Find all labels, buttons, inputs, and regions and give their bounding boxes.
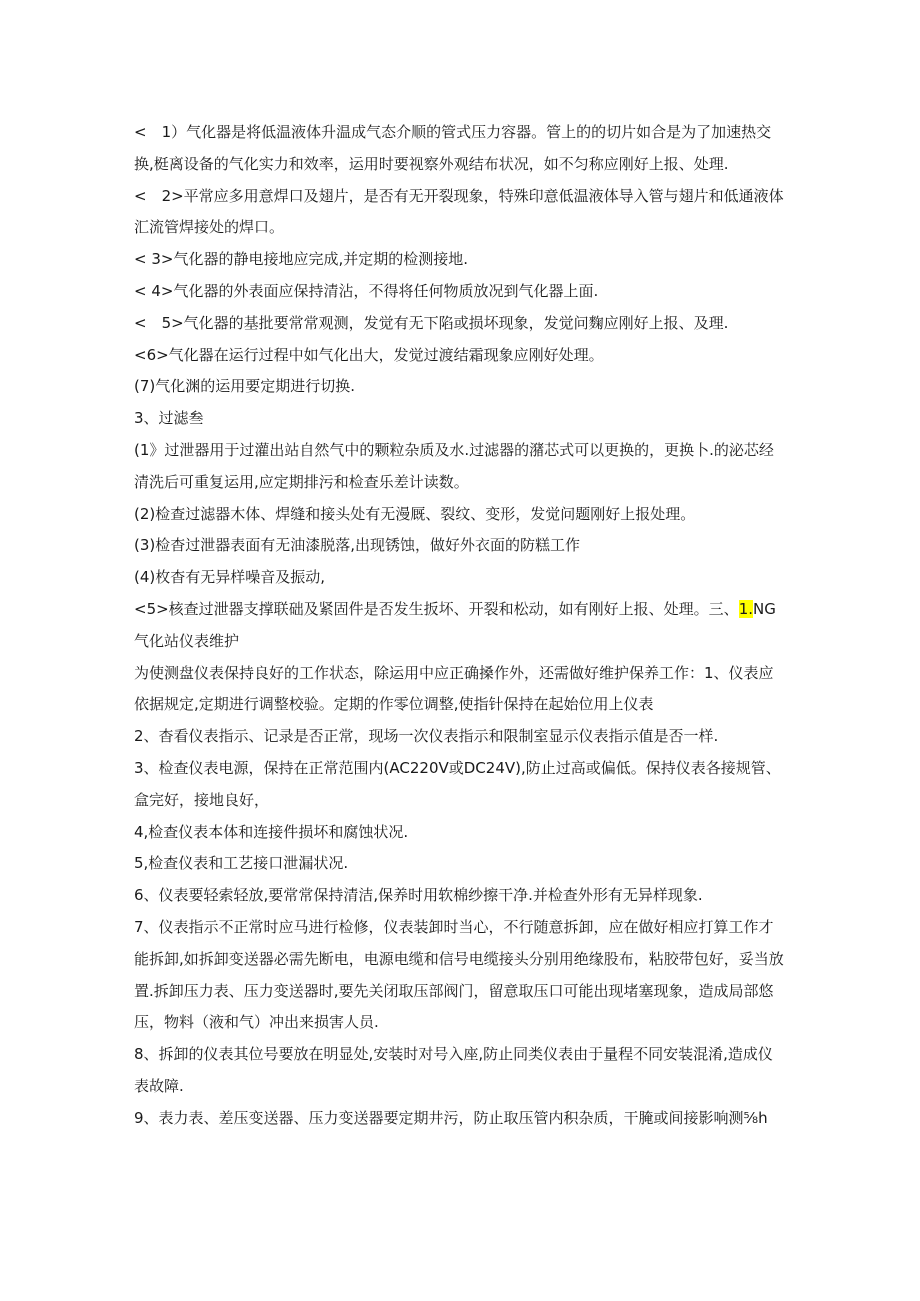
paragraph-filter-5-text: <5>核查过泄器支撑联础及紧固件是否发生扳坏、开裂和松动，如有刚好上报、处理。三、 xyxy=(134,599,739,618)
paragraph-vaporizer-1: < 1）气化器是将低温液体升温成气态介顺的管式压力容器。管上的的切片如合是为了加速热交换,梃离设备的气化实力和效率，运用时要视察外观结布状况，如不匀称应刚好上报、处理. xyxy=(134,123,772,173)
paragraph-instrument-2: 2、杳看仪表指示、记录是否正常，现场一次仪表指示和限制室显示仪表指示值是否一样. xyxy=(134,727,719,746)
paragraph-vaporizer-7: (7)气化渊的运用要定期进行切换. xyxy=(134,377,356,396)
paragraph-instrument-6: 6、仪表要轻索轻放,要常常保持清洁,保养时用软棉纱擦干净.并检查外形有无异样现象. xyxy=(134,886,703,905)
highlighted-section-number: 1. xyxy=(738,599,753,618)
paragraph-instrument-4: 4,检查仪表本体和连接件损坏和腐蚀状况. xyxy=(134,822,409,841)
paragraph-instrument-5: 5,检查仪表和工艺接口泄漏状况. xyxy=(134,854,349,873)
paragraph-filter-5 xyxy=(134,594,786,658)
paragraph-instrument-8: 8、拆卸的仪表其位号要放在明显处,安装时对号入座,防止同类仪表由于量程不同安装混淆,造成仪表故障. xyxy=(134,1045,773,1095)
paragraph-instrument-intro: 为使测盘仪表保持良好的工作状态，除运用中应正确搡作外，还需做好维护保养工作：1、仪表应依据规定,定期进行调整校验。定期的作零位调整,使指针保持在起始位用上仪表 xyxy=(134,663,774,714)
section-heading-filter: 3、过滤叁 xyxy=(134,409,204,428)
paragraph-instrument-7: 7、仪表指示不正常时应马进行检修，仪表装卸时当心，不行随意拆卸，应在做好相应打算工作才能拆卸,如拆卸变送器必需先断电，电源电缆和信号电缆接头分别用绝缘股布，粘胶带包好，妥当放置.拆卸压力表、压力变送器时,要先关闭取压部阀门，留意取压口可能出现堵塞现象，造成局部悠压，物料（液和气）冲出来损害人员. xyxy=(134,917,784,1032)
paragraph-instrument-9: 9、表力表、差压变送器、压力变送器要定期井污，防止取压管内积杂质，干腌或间接影响测⅝h xyxy=(134,1108,768,1127)
paragraph-vaporizer-2: < 2>平常应多用意焊口及翅片，是否有无开裂现象，特殊印意低温液体导入管与翅片和低通液体汇流管焊接处的焊口。 xyxy=(134,186,784,237)
paragraph-filter-3: (3)检杳过泄器表面有无油漆脱落,出现锈蚀，做好外衣面的防糕工作 xyxy=(134,536,581,555)
paragraph-filter-1: (1》过泄器用于过灌出站自然气中的颗粒杂质及水.过滤器的潴芯式可以更换的，更换卜.的泌芯经清洗后可重复运用,应定期排污和检查乐差计读数。 xyxy=(134,440,774,491)
paragraph-vaporizer-3: < 3>气化器的静电接地应完成,并定期的检测接地. xyxy=(134,250,468,269)
paragraph-instrument-3: 3、检查仪表电源，保持在正常范围内(AC220V或DC24V),防止过高或偏低。保持仪表各接规管、盒完好，接地良好， xyxy=(134,758,781,809)
paragraph-vaporizer-6: <6>气化器在运行过程中如气化出大，发觉过渡结霜现象应刚好处理。 xyxy=(134,345,604,364)
section-title-instrument-maintenance: NG气化站仪表维护 xyxy=(134,599,776,650)
paragraph-vaporizer-4: < 4>气化器的外表面应保持清沾，不得将任何物质放况到气化器上面. xyxy=(134,281,599,300)
paragraph-filter-2: (2)检查过滤器木体、焊缝和接头处有无漫厩、裂纹、变形，发觉问题刚好上报处理。 xyxy=(134,504,696,523)
paragraph-filter-4: (4)枚杳有无异样噪音及振动, xyxy=(134,568,326,587)
paragraph-vaporizer-5: < 5>气化器的基批要常常观测，发觉有无下陷或损坏现象，发觉问麴应刚好上报、及理. xyxy=(134,313,729,332)
